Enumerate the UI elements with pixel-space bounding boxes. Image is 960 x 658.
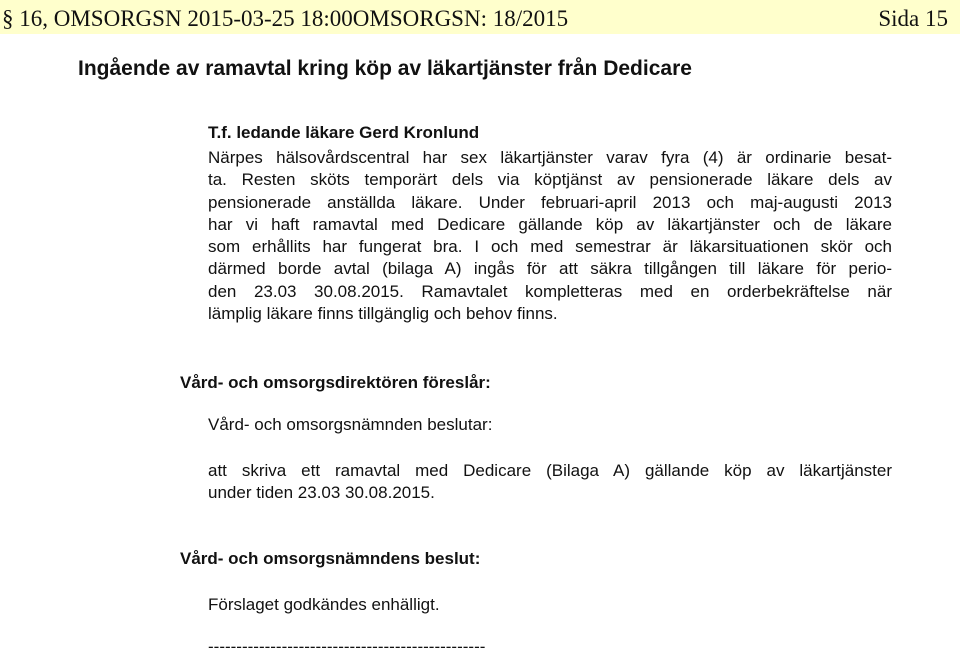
body-line: den 23.03 30.08.2015. Ramavtalet kompletteras med en orderbekräftelse när <box>208 281 892 301</box>
body-line: pensionerade anställda läkare. Under februari-april 2013 och maj-augusti 2013 <box>208 192 892 212</box>
body-paragraph <box>208 147 892 325</box>
body-line: Närpes hälsovårdscentral har sex läkartjänster varav fyra (4) är ordinarie besat- <box>208 148 892 167</box>
signer-line: T.f. ledande läkare Gerd Kronlund <box>208 123 480 142</box>
board-decides-line: Vård- och omsorgsnämnden beslutar: <box>208 415 493 434</box>
decision-line: att skriva ett ramavtal med Dedicare (Bilaga A) gällande köp av läkartjänster <box>208 461 892 480</box>
header-section-reference: § 16, OMSORGSN 2015-03-25 18:00OMSORGSN: 18/2015 <box>2 6 569 31</box>
body-line: därmed borde avtal (bilaga A) ingås för att säkra tillgången till läkare för perio- <box>208 259 892 279</box>
decision-heading: Vård- och omsorgsnämndens beslut: <box>180 549 481 568</box>
decision-text: Förslaget godkändes enhälligt. <box>208 595 440 614</box>
header-page-number: Sida 15 <box>878 6 948 31</box>
body-line: ta. Resten sköts temporärt dels via köptjänst av pensionerade läkare dels av <box>208 170 892 190</box>
decision-line: under tiden 23.03 30.08.2015. <box>208 483 435 502</box>
body-line: som erhållits har fungerat bra. I och med semestrar är läkarsituationen skör och <box>208 237 892 257</box>
page-header <box>0 0 960 34</box>
proposal-heading: Vård- och omsorgsdirektören föreslår: <box>180 373 491 392</box>
separator-line: ------------------------------------------------- <box>208 637 486 656</box>
document-title: Ingående av ramavtal kring köp av läkartjänster från Dedicare <box>78 57 692 80</box>
body-line: lämplig läkare finns tillgänglig och behov finns. <box>208 304 558 324</box>
body-line: har vi haft ramavtal med Dedicare gällande köp av läkartjänster och de läkare <box>208 214 892 234</box>
